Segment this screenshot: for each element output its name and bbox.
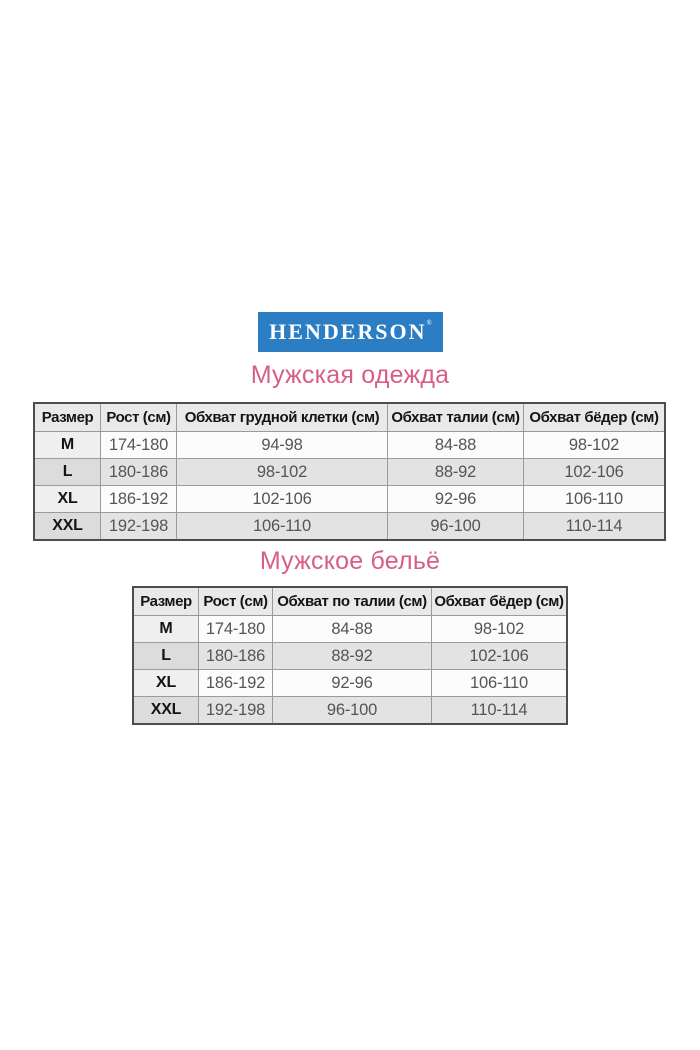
- measurement-cell: 192-198: [101, 513, 177, 541]
- size-label-cell: XL: [34, 486, 101, 513]
- measurement-cell: 98-102: [432, 616, 568, 643]
- measurement-cell: 88-92: [388, 459, 524, 486]
- section-title-mens-underwear: Мужское бельё: [259, 547, 441, 575]
- measurement-cell: 102-106: [524, 459, 666, 486]
- measurement-cell: 186-192: [101, 486, 177, 513]
- measurement-cell: 180-186: [199, 643, 273, 670]
- column-header: Размер: [34, 403, 101, 432]
- measurement-cell: 88-92: [273, 643, 432, 670]
- column-header: Обхват грудной клетки (см): [177, 403, 388, 432]
- mens-clothing-size-table: [33, 402, 666, 541]
- table-row: [34, 459, 665, 486]
- table-row: [34, 486, 665, 513]
- column-header: Рост (см): [199, 587, 273, 616]
- table-header-row: [133, 587, 567, 616]
- measurement-cell: 106-110: [177, 513, 388, 541]
- measurement-cell: 102-106: [432, 643, 568, 670]
- registered-trademark-icon: ®: [426, 319, 432, 327]
- measurement-cell: 180-186: [101, 459, 177, 486]
- size-label-cell: L: [34, 459, 101, 486]
- table-row: [133, 670, 567, 697]
- column-header: Рост (см): [101, 403, 177, 432]
- size-label-cell: M: [133, 616, 199, 643]
- measurement-cell: 110-114: [432, 697, 568, 725]
- measurement-cell: 98-102: [524, 432, 666, 459]
- measurement-cell: 102-106: [177, 486, 388, 513]
- column-header: Размер: [133, 587, 199, 616]
- measurement-cell: 106-110: [432, 670, 568, 697]
- table-row: [34, 513, 665, 541]
- measurement-cell: 106-110: [524, 486, 666, 513]
- measurement-cell: 92-96: [273, 670, 432, 697]
- table-row: [133, 643, 567, 670]
- table-row: [133, 616, 567, 643]
- measurement-cell: 94-98: [177, 432, 388, 459]
- section-title-mens-clothing: Мужская одежда: [250, 361, 450, 389]
- measurement-cell: 92-96: [388, 486, 524, 513]
- size-label-cell: XL: [133, 670, 199, 697]
- measurement-cell: 186-192: [199, 670, 273, 697]
- brand-logo: [258, 312, 443, 352]
- column-header: Обхват по талии (см): [273, 587, 432, 616]
- measurement-cell: 174-180: [199, 616, 273, 643]
- column-header: Обхват бёдер (см): [432, 587, 568, 616]
- column-header: Обхват талии (см): [388, 403, 524, 432]
- measurement-cell: 110-114: [524, 513, 666, 541]
- brand-logo-text: HENDERSON: [269, 319, 427, 344]
- size-label-cell: XXL: [34, 513, 101, 541]
- measurement-cell: 174-180: [101, 432, 177, 459]
- measurement-cell: 84-88: [388, 432, 524, 459]
- table-row: [133, 697, 567, 725]
- measurement-cell: 96-100: [388, 513, 524, 541]
- column-header: Обхват бёдер (см): [524, 403, 666, 432]
- table-header-row: [34, 403, 665, 432]
- size-label-cell: L: [133, 643, 199, 670]
- measurement-cell: 98-102: [177, 459, 388, 486]
- size-label-cell: M: [34, 432, 101, 459]
- mens-underwear-size-table: [132, 586, 568, 725]
- table-row: [34, 432, 665, 459]
- size-label-cell: XXL: [133, 697, 199, 725]
- measurement-cell: 84-88: [273, 616, 432, 643]
- measurement-cell: 192-198: [199, 697, 273, 725]
- measurement-cell: 96-100: [273, 697, 432, 725]
